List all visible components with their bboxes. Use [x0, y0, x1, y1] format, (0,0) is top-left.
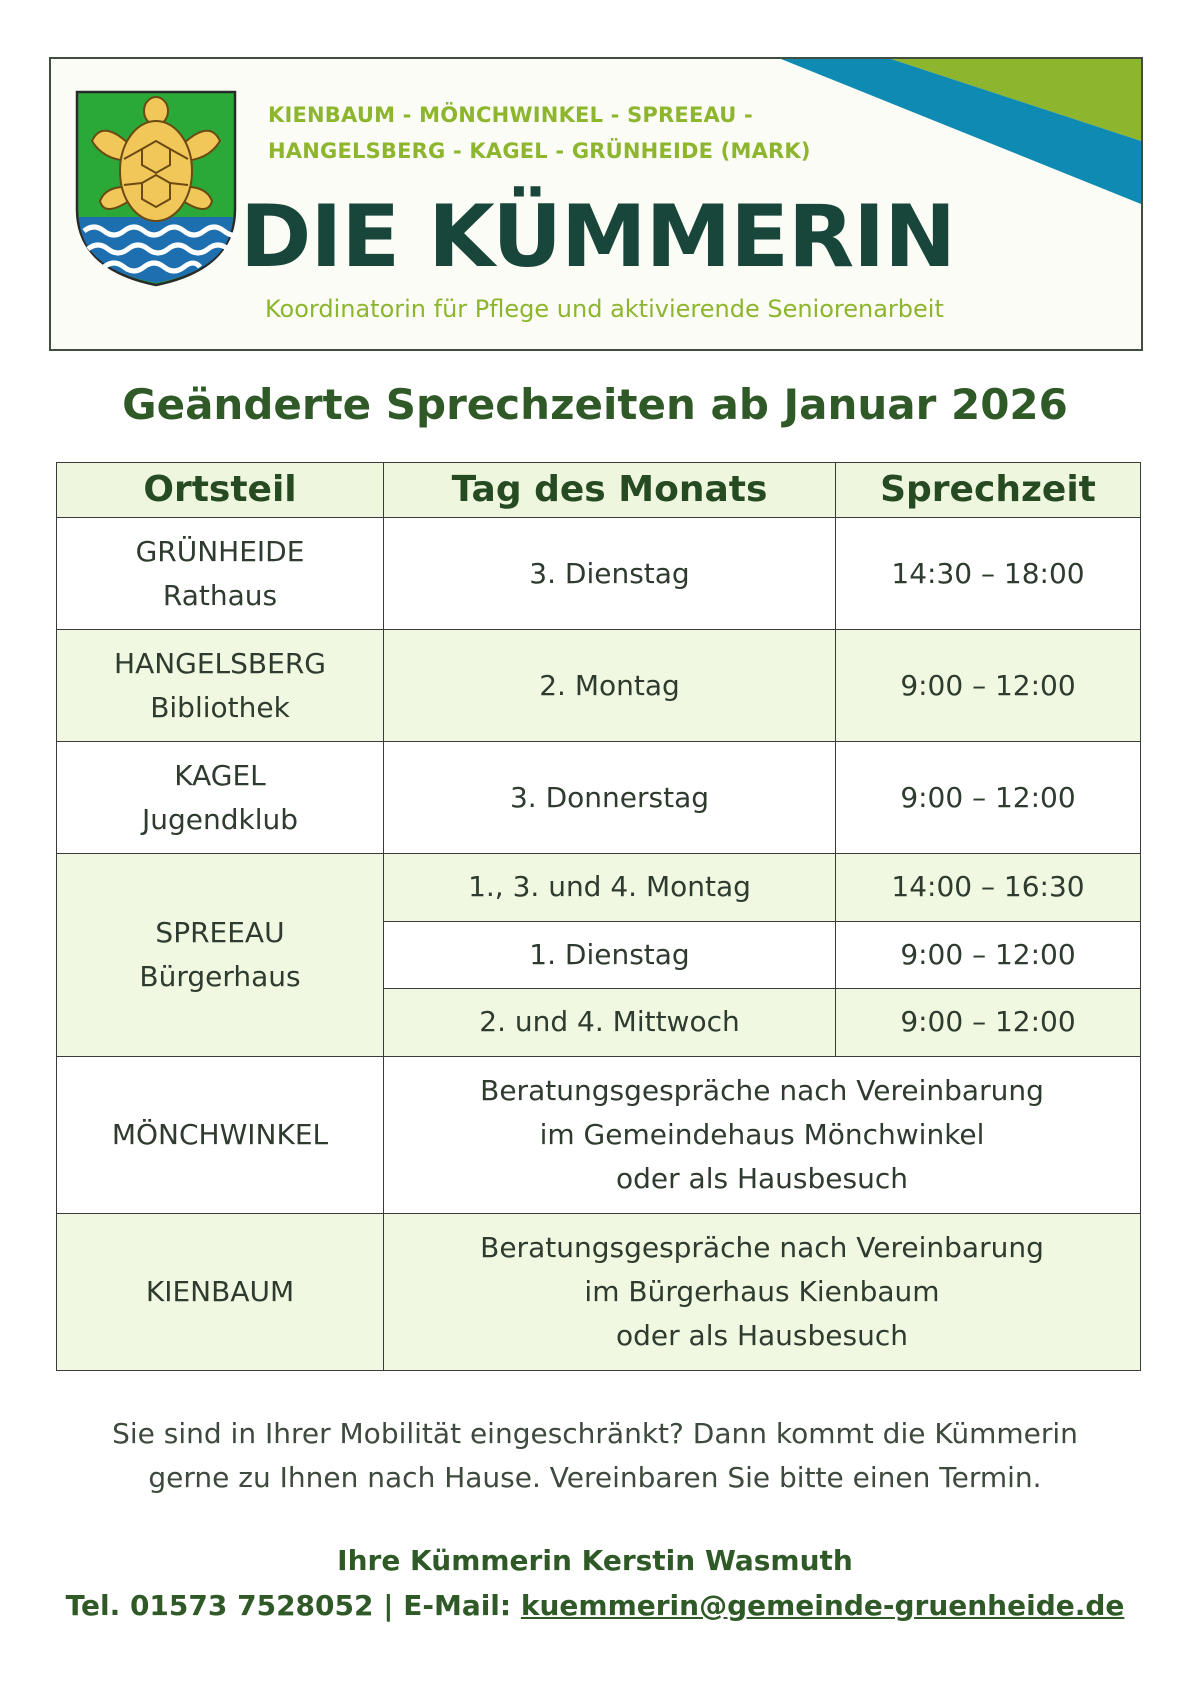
municipality-list	[268, 97, 908, 169]
table-row	[57, 742, 1141, 854]
place-name: KAGEL	[174, 758, 266, 792]
place-cell	[57, 630, 384, 742]
place-venue: Bibliothek	[150, 690, 290, 724]
banner-subtitle: Koordinatorin für Pflege und aktivierende Seniorenarbeit	[265, 295, 944, 323]
place-venue: Jugendklub	[141, 802, 299, 836]
banner-title: DIE KÜMMERIN	[240, 187, 956, 287]
contact-name: Ihre Kümmerin Kerstin Wasmuth	[337, 1544, 853, 1577]
time-cell: 14:00 – 16:30	[836, 854, 1141, 922]
place-name: GRÜNHEIDE	[135, 534, 305, 568]
table-row	[57, 518, 1141, 630]
time-cell: 9:00 – 12:00	[836, 989, 1141, 1057]
turtle-crest-icon	[74, 89, 238, 287]
table-header-row	[57, 463, 1141, 518]
table-row	[57, 1056, 1141, 1213]
note-line: Beratungsgespräche nach Vereinbarung	[480, 1230, 1044, 1264]
column-header-ortsteil: Ortsteil	[57, 463, 384, 518]
mobility-info	[0, 1412, 1190, 1500]
contact-line	[0, 1583, 1190, 1628]
place-cell: MÖNCHWINKEL	[57, 1056, 384, 1213]
schedule-table	[56, 462, 1141, 1371]
appointment-note	[384, 1056, 1141, 1213]
time-cell: 9:00 – 12:00	[836, 921, 1141, 989]
email-link[interactable]: kuemmerin@gemeinde-gruenheide.de	[520, 1589, 1125, 1622]
day-cell: 2. und 4. Mittwoch	[384, 989, 836, 1057]
header-banner	[49, 57, 1143, 351]
place-venue: Bürgerhaus	[139, 959, 301, 993]
places-line-2: HANGELSBERG - KAGEL - GRÜNHEIDE (MARK)	[268, 139, 811, 163]
time-cell: 9:00 – 12:00	[836, 630, 1141, 742]
phone-text: Tel. 01573 7528052 | E-Mail:	[65, 1589, 512, 1622]
place-name: SPREEAU	[155, 915, 285, 949]
table-row	[57, 1213, 1141, 1370]
note-line: Beratungsgespräche nach Vereinbarung	[480, 1073, 1044, 1107]
place-cell	[57, 742, 384, 854]
appointment-note	[384, 1213, 1141, 1370]
day-cell: 1. Dienstag	[384, 921, 836, 989]
column-header-sprechzeit: Sprechzeit	[836, 463, 1141, 518]
info-line-2: gerne zu Ihnen nach Hause. Vereinbaren Sie bitte einen Termin.	[148, 1461, 1042, 1494]
place-name: HANGELSBERG	[114, 646, 326, 680]
table-row	[57, 854, 1141, 922]
time-cell: 14:30 – 18:00	[836, 518, 1141, 630]
note-line: im Bürgerhaus Kienbaum	[584, 1274, 940, 1308]
column-header-tag: Tag des Monats	[384, 463, 836, 518]
place-cell	[57, 854, 384, 1057]
place-cell	[57, 518, 384, 630]
note-line: im Gemeindehaus Mönchwinkel	[539, 1117, 985, 1151]
note-line: oder als Hausbesuch	[616, 1161, 908, 1195]
day-cell: 3. Dienstag	[384, 518, 836, 630]
place-venue: Rathaus	[162, 578, 278, 612]
day-cell: 1., 3. und 4. Montag	[384, 854, 836, 922]
day-cell: 3. Donnerstag	[384, 742, 836, 854]
time-cell: 9:00 – 12:00	[836, 742, 1141, 854]
page-title: Geänderte Sprechzeiten ab Januar 2026	[122, 380, 1068, 429]
contact-block	[0, 1538, 1190, 1628]
info-line-1: Sie sind in Ihrer Mobilität eingeschränkt? Dann kommt die Kümmerin	[112, 1417, 1078, 1450]
places-line-1: KIENBAUM - MÖNCHWINKEL - SPREEAU -	[268, 103, 753, 127]
place-cell: KIENBAUM	[57, 1213, 384, 1370]
table-row	[57, 630, 1141, 742]
note-line: oder als Hausbesuch	[616, 1318, 908, 1352]
day-cell: 2. Montag	[384, 630, 836, 742]
